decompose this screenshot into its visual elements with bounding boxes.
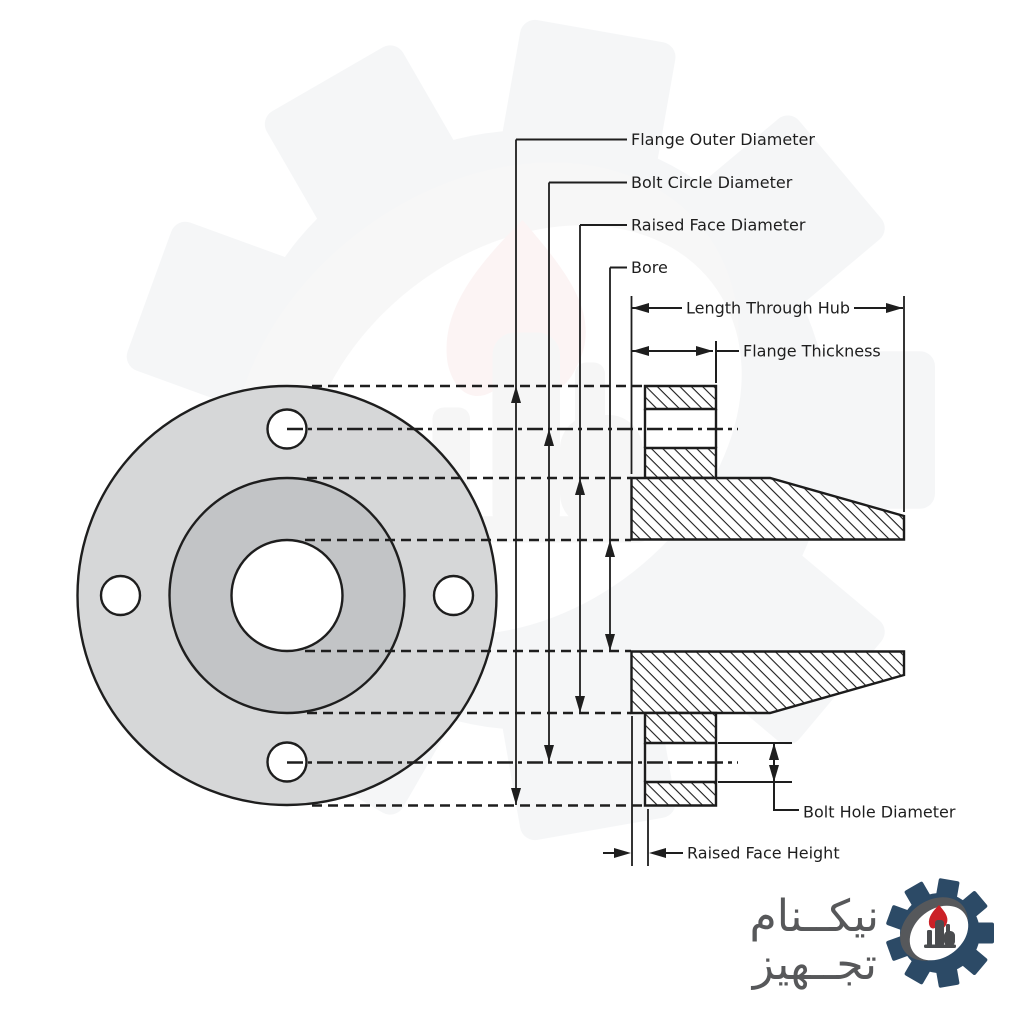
section-flange-upper-band [645,448,716,478]
brand-name-line2: تجــهیز [752,939,877,990]
label-bolt-hole-diameter: Bolt Hole Diameter [803,802,956,822]
bore-circle [232,540,343,651]
label-raised-face-diameter: Raised Face Diameter [631,215,806,235]
label-raised-face-height: Raised Face Height [687,843,840,863]
section-flange-bottom-band [645,782,716,806]
label-flange-outer-diameter: Flange Outer Diameter [631,130,815,149]
section-lower-body [632,652,905,714]
label-bore: Bore [631,258,668,277]
label-bolt-circle-diameter: Bolt Circle Diameter [631,173,793,192]
label-length-through-hub: Length Through Hub [685,298,851,318]
brand-name-line1: نیکــنام [749,891,879,942]
front-view [78,386,497,805]
bolt-hole-right [434,576,473,615]
label-flange-thickness: Flange Thickness [743,341,881,361]
bolt-hole-left [101,576,140,615]
section-flange-top-band [645,386,716,409]
section-flange-lower-band [645,713,716,743]
brand-logo [749,878,994,990]
